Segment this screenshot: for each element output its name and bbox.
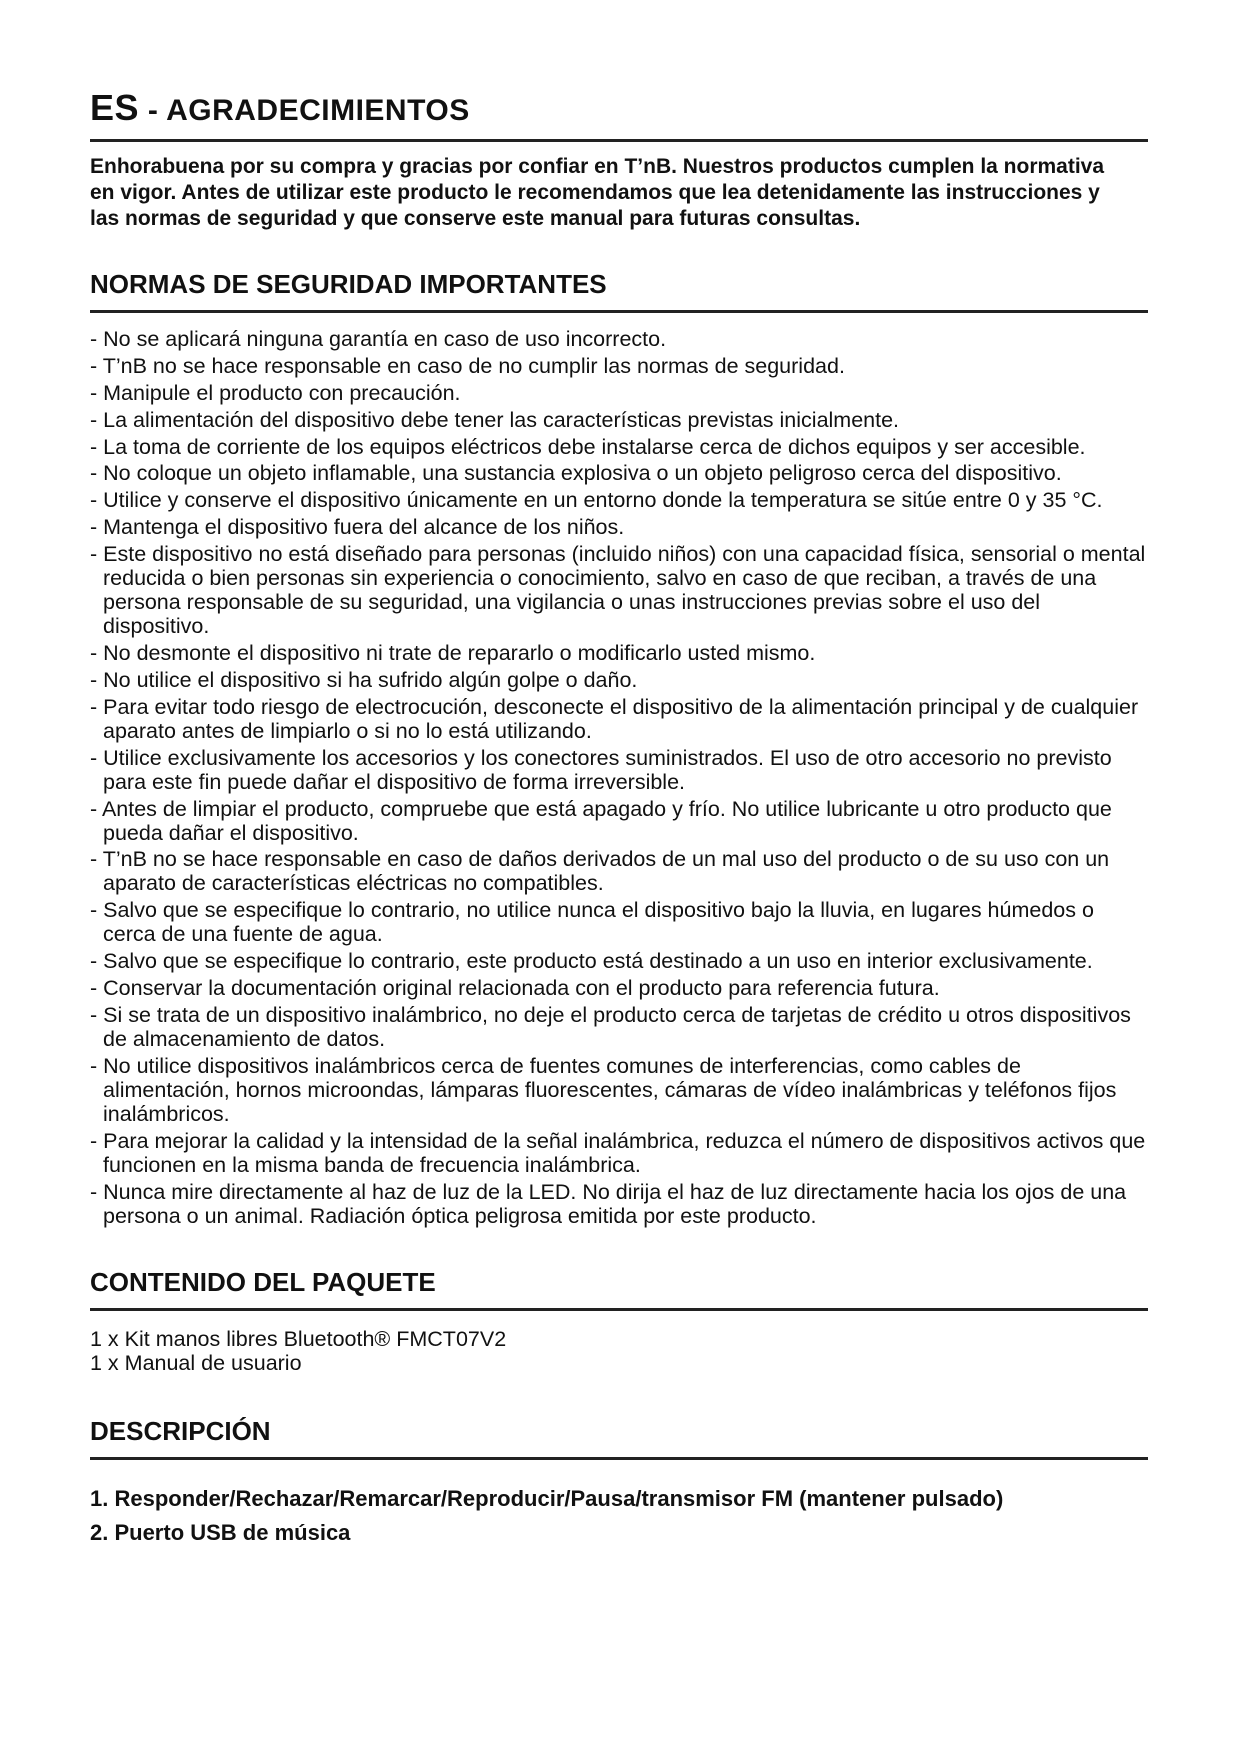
- title-text: AGRADECIMIENTOS: [166, 94, 470, 127]
- safety-item: - Conservar la documentación original relacionada con el producto para referencia futura.: [90, 976, 940, 1001]
- description-section: [90, 1415, 1148, 1550]
- safety-item: - No coloque un objeto inflamable, una sustancia explosiva o un objeto peligroso cerca del dispositivo.: [90, 461, 1062, 486]
- safety-section: [90, 268, 1148, 1228]
- safety-item: - No desmonte el dispositivo ni trate de repararlo o modificarlo usted mismo.: [90, 641, 816, 666]
- manual-page: [90, 87, 1148, 1550]
- description-item: 1. Responder/Rechazar/Remarcar/Reproducir/Pausa/transmisor FM (mantener pulsado): [90, 1485, 1004, 1511]
- safety-item: - No utilice dispositivos inalámbricos cerca de fuentes comunes de interferencias, como cables de alimentación, hornos microondas, lámparas fluorescentes, cámaras de vídeo inalámbricas y teléfonos fijos inalámbricos.: [90, 1053, 1117, 1126]
- package-list: [90, 1327, 1148, 1375]
- safety-item: - Mantenga el dispositivo fuera del alcance de los niños.: [90, 515, 625, 540]
- title-separator: -: [139, 94, 167, 127]
- safety-item: - No utilice el dispositivo si ha sufrido algún golpe o daño.: [90, 667, 638, 692]
- safety-item: - T’nB no se hace responsable en caso de no cumplir las normas de seguridad.: [90, 353, 845, 378]
- intro-paragraph: Enhorabuena por su compra y gracias por confiar en T’nB. Nuestros productos cumplen la normativa en vigor. Antes de utilizar este producto le recomendamos que lea detenidamente las instrucciones y las normas de seguridad y que conserve este manual para futuras consultas.: [90, 155, 1105, 230]
- safety-item: - Utilice exclusivamente los accesorios y los conectores suministrados. El uso de otro accesorio no previsto para este fin puede dañar el dispositivo de forma irreversible.: [90, 745, 1112, 794]
- safety-item: - Manipule el producto con precaución.: [90, 380, 461, 405]
- package-divider: [90, 1308, 1148, 1311]
- safety-item: - La toma de corriente de los equipos eléctricos debe instalarse cerca de dichos equipos y ser accesible.: [90, 434, 1086, 459]
- language-code: ES: [90, 87, 140, 128]
- safety-item: - Utilice y conserve el dispositivo únicamente en un entorno donde la temperatura se sitúe entre 0 y 35 °C.: [90, 488, 1103, 513]
- safety-item: - Nunca mire directamente al haz de luz de la LED. No dirija el haz de luz directamente hacia los ojos de una persona o un animal. Radiación óptica peligrosa emitida por este producto.: [90, 1179, 1127, 1228]
- safety-item: - No se aplicará ninguna garantía en caso de uso incorrecto.: [90, 327, 667, 351]
- safety-item: - Salvo que se especifique lo contrario, no utilice nunca el dispositivo bajo la lluvia, en lugares húmedos o cerca de una fuente de agua.: [90, 898, 1094, 947]
- description-heading: DESCRIPCIÓN: [90, 1415, 271, 1446]
- safety-heading: NORMAS DE SEGURIDAD IMPORTANTES: [90, 269, 607, 299]
- package-item: 1 x Kit manos libres Bluetooth® FMCT07V2: [90, 1326, 507, 1351]
- safety-item: - Si se trata de un dispositivo inalámbrico, no deje el producto cerca de tarjetas de crédito u otros dispositivos de almacenamiento de datos.: [90, 1003, 1131, 1052]
- safety-item: - Para evitar todo riesgo de electrocución, desconecte el dispositivo de la alimentación principal y de cualquier aparato antes de limpiarlo o si no lo está utilizando.: [90, 694, 1139, 743]
- safety-item: - Antes de limpiar el producto, compruebe que está apagado y frío. No utilice lubricante u otro producto que pueda dañar el dispositivo.: [90, 796, 1112, 845]
- description-divider: [90, 1457, 1148, 1460]
- safety-item: - Salvo que se especifique lo contrario, este producto está destinado a un uso en interior exclusivamente.: [90, 949, 1093, 974]
- safety-item: - Para mejorar la calidad y la intensidad de la señal inalámbrica, reduzca el número de dispositivos activos que funcionen en la misma banda de frecuencia inalámbrica.: [90, 1128, 1146, 1177]
- description-item: 2. Puerto USB de música: [90, 1519, 351, 1545]
- description-list: [90, 1482, 1148, 1550]
- safety-list: [90, 327, 1148, 1228]
- safety-item: - Este dispositivo no está diseñado para personas (incluido niños) con una capacidad física, sensorial o mental reducida o bien personas sin experiencia o conocimiento, salvo en caso de que reciban, a través de una persona responsable de su seguridad, una vigilancia o unas instrucciones previas sobre el uso del dispositivo.: [90, 542, 1146, 639]
- safety-item: - T’nB no se hace responsable en caso de daños derivados de un mal uso del producto o de su uso con un aparato de características eléctricas no compatibles.: [90, 847, 1110, 896]
- package-section: [90, 1266, 1148, 1375]
- package-item: 1 x Manual de usuario: [90, 1350, 302, 1375]
- package-heading: CONTENIDO DEL PAQUETE: [90, 1266, 436, 1297]
- title-divider: [90, 139, 1148, 142]
- safety-divider: [90, 310, 1148, 313]
- page-title: [90, 87, 1148, 129]
- safety-item: - La alimentación del dispositivo debe tener las características previstas inicialmente.: [90, 407, 900, 432]
